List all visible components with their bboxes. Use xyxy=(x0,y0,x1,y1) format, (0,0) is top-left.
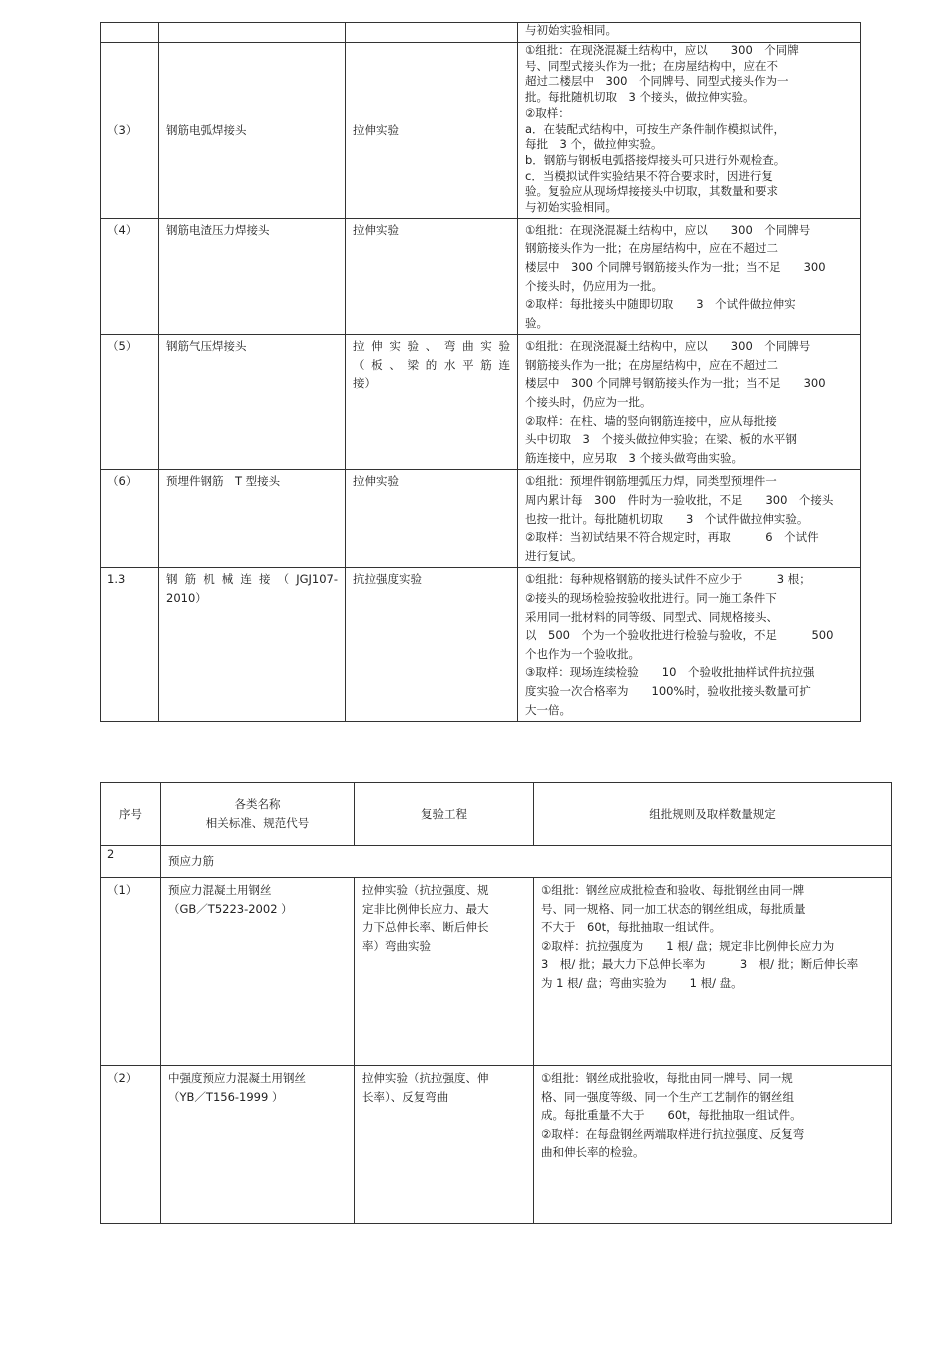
cell-no: （2） xyxy=(101,1066,161,1224)
cell-test: 拉伸实验（抗拉强度、规 定非比例伸长应力、最大 力下总伸长率、断后伸长 率）弯曲实验 xyxy=(355,878,534,1066)
cell-no: （4） xyxy=(101,218,159,335)
section-no: 2 xyxy=(101,846,161,878)
cell-rules: ①组批：预埋件钢筋埋弧压力焊，同类型预埋件一 周内累计每 300 件时为一验收批，不足 300 个接头 也按一批计。每批随机切取 3 个试件做拉伸实验。 ②取样：当初试结果不符合规定时，再取 6 个试件 进行复试。 xyxy=(518,470,861,568)
section-title: 预应力筋 xyxy=(161,846,892,878)
header-test: 复验工程 xyxy=(355,783,534,846)
cell-test: 拉伸实验 xyxy=(346,43,518,219)
cell-name: 钢筋气压焊接头 xyxy=(159,335,346,470)
cell-name: 钢筋电弧焊接头 xyxy=(159,43,346,219)
table-header-row xyxy=(101,783,892,846)
cell-no xyxy=(101,23,159,43)
table-row xyxy=(101,568,861,722)
cell-name: 钢筋电渣压力焊接头 xyxy=(159,218,346,335)
cell-test: 拉伸实验 xyxy=(346,470,518,568)
cell-name xyxy=(159,23,346,43)
cell-rules: ①组批：钢丝应成批检查和验收、每批钢丝由同一牌 号、同一规格、同一加工状态的钢丝组成，每批质量 不大于 60t，每批抽取一组试件。 ②取样：抗拉强度为 1 根/ 盘；规定非比例伸长应力为 3 根/ 批；最大力下总伸长率为 3 根/ 批；断后伸长率 为 1 根/ 盘；弯曲实验为 1 根/ 盘。 xyxy=(534,878,892,1066)
cell-test: 拉伸实验（抗拉强度、伸 长率）、反复弯曲 xyxy=(355,1066,534,1224)
header-no: 序号 xyxy=(101,783,161,846)
table-row xyxy=(101,470,861,568)
cell-no: 1.3 xyxy=(101,568,159,722)
cell-name: 中强度预应力混凝土用钢丝 （YB／T156-1999 ） xyxy=(161,1066,355,1224)
table-prestressing-tendons xyxy=(100,782,892,1224)
cell-rules: ①组批：在现浇混凝土结构中，应以 300 个同牌号 钢筋接头作为一批；在房屋结构中，应在不超过二 楼层中 300 个同牌号钢筋接头作为一批；当不足 300 个接头时，仍应为一批。 ②取样：在柱、墙的竖向钢筋连接中，应从每批接 头中切取 3 个接头做拉伸实验；在梁、板的水平钢 筋连接中，应另取 3 个接头做弯曲实验。 xyxy=(518,335,861,470)
cell-rules: 与初始实验相同。 xyxy=(518,23,861,43)
cell-rules: ①组批：每种规格钢筋的接头试件不应少于 3 根； ②接头的现场检验按验收批进行。同一施工条件下 采用同一批材料的同等级、同型式、同规格接头、 以 500 个为一个验收批进行检验与验收，不足 500 个也作为一个验收批。 ③取样：现场连续检验 10 个验收批抽样试件抗拉强 度实验一次合格率为 100%时，验收批接头数量可扩 大一倍。 xyxy=(518,568,861,722)
cell-rules: ①组批：在现浇混凝土结构中，应以 300 个同牌 号、同型式接头作为一批；在房屋结构中，应在不 超过二楼层中 300 个同牌号、同型式接头作为一 批。每批随机切取 3 个接头，做拉伸实验。 ②取样： a．在装配式结构中，可按生产条件制作模拟试件， 每批 3 个，做拉伸实验。 b．钢筋与钢板电弧搭接焊接头可只进行外观检查。 c．当模拟试件实验结果不符合要求时，因进行复 验。复验应从现场焊接接头中切取，其数量和要求 与初始实验相同。 xyxy=(518,43,861,219)
table-welded-joints xyxy=(100,22,861,722)
cell-test: 抗拉强度实验 xyxy=(346,568,518,722)
table-row xyxy=(101,23,861,43)
cell-name: 预应力混凝土用钢丝 （GB／T5223-2002 ） xyxy=(161,878,355,1066)
cell-name: 钢 筋 机 械 连 接 （ JGJ107- 2010） xyxy=(159,568,346,722)
cell-name: 预埋件钢筋 T 型接头 xyxy=(159,470,346,568)
cell-no: （1） xyxy=(101,878,161,1066)
header-name: 各类名称 相关标准、规范代号 xyxy=(161,783,355,846)
header-rules: 组批规则及取样数量规定 xyxy=(534,783,892,846)
cell-rules: ①组批：在现浇混凝土结构中，应以 300 个同牌号 钢筋接头作为一批；在房屋结构中，应在不超过二 楼层中 300 个同牌号钢筋接头作为一批；当不足 300 个接头时，仍应用为一批。 ②取样：每批接头中随即切取 3 个试件做拉伸实 验。 xyxy=(518,218,861,335)
cell-no: （5） xyxy=(101,335,159,470)
section-row xyxy=(101,846,892,878)
cell-no: （3） xyxy=(101,43,159,219)
table-row xyxy=(101,43,861,219)
cell-test: 拉 伸 实 验 、 弯 曲 实 验 （ 板 、 梁 的 水 平 筋 连 接） xyxy=(346,335,518,470)
cell-test xyxy=(346,23,518,43)
cell-rules: ①组批：钢丝成批验收，每批由同一牌号、同一规 格、同一强度等级、同一个生产工艺制作的钢丝组 成。每批重量不大于 60t，每批抽取一组试件。 ②取样：在每盘钢丝两端取样进行抗拉强度、反复弯 曲和伸长率的检验。 xyxy=(534,1066,892,1224)
cell-no: （6） xyxy=(101,470,159,568)
table-row xyxy=(101,335,861,470)
cell-test: 拉伸实验 xyxy=(346,218,518,335)
table-row xyxy=(101,878,892,1066)
table-row xyxy=(101,1066,892,1224)
table-row xyxy=(101,218,861,335)
